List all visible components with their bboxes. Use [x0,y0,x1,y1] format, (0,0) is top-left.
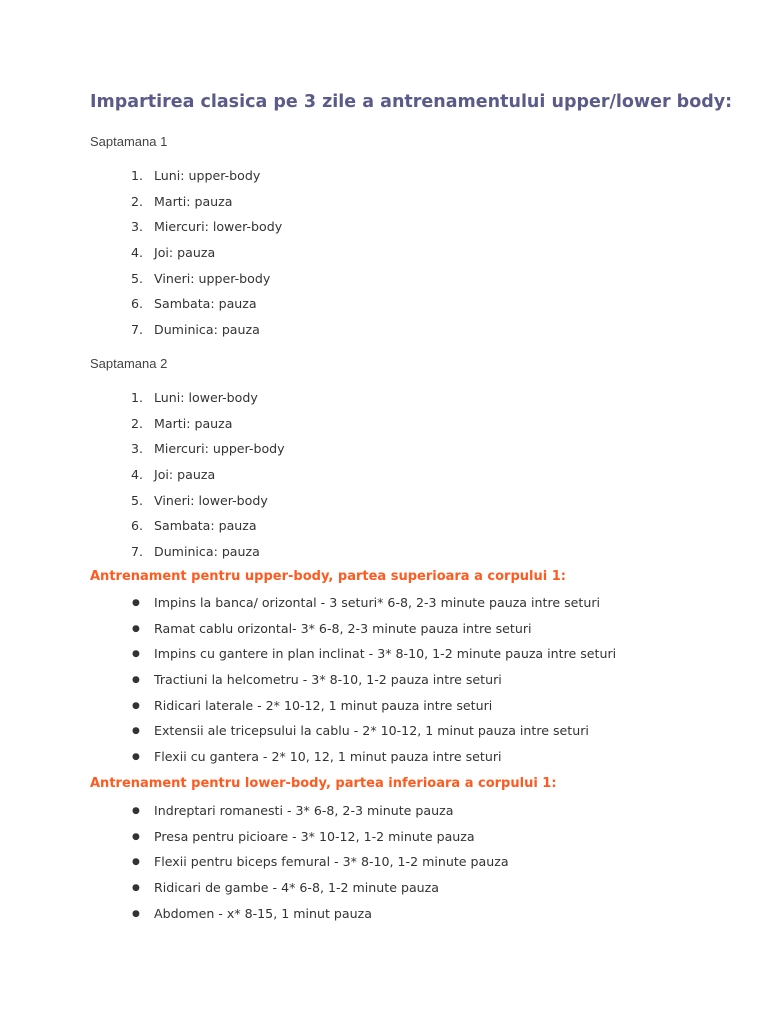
list-item-text: Miercuri: lower-body [154,219,283,235]
list-item-text: Vineri: lower-body [154,492,268,508]
upper-body-exercise-list [131,593,616,773]
list-item-text: Vineri: upper-body [154,270,271,286]
list-number: 3. [131,441,144,457]
week-2-label: Saptamana 2 [90,356,168,371]
list-number: 5. [131,270,144,286]
list-item-text: Luni: lower-body [154,390,258,405]
bullet-icon: ● [132,857,140,868]
list-item-text: Joi: pauza [154,467,216,483]
list-item [131,217,282,243]
list-item-text: Marti: pauza [154,415,233,431]
list-item [131,801,509,827]
list-item [131,166,282,192]
bullet-icon: ● [132,752,140,763]
list-item-text: Extensii ale tricepsului la cablu - 2* 10-12, 1 minut pauza intre seturi [154,723,589,739]
bullet-icon: ● [132,908,140,919]
list-number: 7. [131,322,144,338]
week-1-label: Saptamana 1 [90,134,168,149]
list-item [131,670,616,696]
list-item [131,192,282,218]
list-item-text: Ridicari de gambe - 4* 6-8, 1-2 minute pauza [154,880,439,896]
list-item-text: Flexii pentru biceps femural - 3* 8-10, 1-2 minute pauza [154,854,509,870]
list-item-text: Indreptari romanesti - 3* 6-8, 2-3 minute pauza [154,803,454,818]
upper-body-heading: Antrenament pentru upper-body, partea superioara a corpului 1: [90,569,566,584]
list-number: 5. [131,492,144,508]
list-number: 6. [131,296,144,312]
list-item [131,852,509,878]
week-2-day-list [131,388,285,568]
list-number: 6. [131,518,144,534]
bullet-icon: ● [132,831,140,842]
list-number: 2. [131,193,144,209]
list-item [131,542,285,568]
bullet-icon: ● [132,598,140,608]
list-number: 4. [131,467,144,483]
list-item [131,388,285,414]
list-number: 3. [131,219,144,235]
list-number: 1. [131,390,144,405]
list-item-text: Abdomen - x* 8-15, 1 minut pauza [154,905,372,921]
list-item-text: Impins cu gantere in plan inclinat - 3* 8-10, 1-2 minute pauza intre seturi [154,646,617,662]
lower-body-heading: Antrenament pentru lower-body, partea inferioara a corpului 1: [90,776,557,791]
list-item [131,243,282,269]
page-title: Impartirea clasica pe 3 zile a antrenamentului upper/lower body: [90,92,733,112]
list-item [131,878,509,904]
bullet-icon: ● [132,883,140,894]
list-item [131,696,616,722]
list-item [131,747,616,773]
list-item-text: Duminica: pauza [154,322,260,338]
list-item-text: Sambata: pauza [154,296,257,312]
list-item [131,644,616,670]
bullet-icon: ● [132,700,140,711]
list-item [131,465,285,491]
list-item-text: Tractiuni la helcometru - 3* 8-10, 1-2 pauza intre seturi [154,672,502,688]
bullet-icon: ● [132,675,140,686]
list-item [131,827,509,853]
list-item-text: Ridicari laterale - 2* 10-12, 1 minut pauza intre seturi [154,697,493,713]
list-item [131,904,509,930]
list-item [131,516,285,542]
list-item-text: Joi: pauza [154,245,216,261]
list-item-text: Luni: upper-body [154,168,261,183]
bullet-icon: ● [132,726,140,737]
bullet-icon: ● [132,623,140,634]
list-number: 2. [131,415,144,431]
list-item [131,294,282,320]
list-item-text: Sambata: pauza [154,518,257,534]
week-1-day-list [131,166,282,346]
list-item [131,721,616,747]
list-item [131,593,616,619]
list-item [131,414,285,440]
list-item-text: Miercuri: upper-body [154,441,285,457]
list-number: 1. [131,168,144,183]
list-item-text: Marti: pauza [154,193,233,209]
list-item [131,619,616,645]
list-item-text: Flexii cu gantera - 2* 10, 12, 1 minut pauza intre seturi [154,749,502,765]
list-item-text: Presa pentru picioare - 3* 10-12, 1-2 minute pauza [154,828,475,844]
list-item-text: Duminica: pauza [154,544,260,560]
list-number: 4. [131,245,144,261]
list-item [131,491,285,517]
bullet-icon: ● [132,649,140,660]
list-item-text: Ramat cablu orizontal- 3* 6-8, 2-3 minute pauza intre seturi [154,620,532,636]
list-number: 7. [131,544,144,560]
lower-body-exercise-list [131,801,509,929]
list-item-text: Impins la banca/ orizontal - 3 seturi* 6-8, 2-3 minute pauza intre seturi [154,595,600,610]
list-item [131,320,282,346]
list-item [131,439,285,465]
list-item [131,269,282,295]
bullet-icon: ● [132,806,140,816]
